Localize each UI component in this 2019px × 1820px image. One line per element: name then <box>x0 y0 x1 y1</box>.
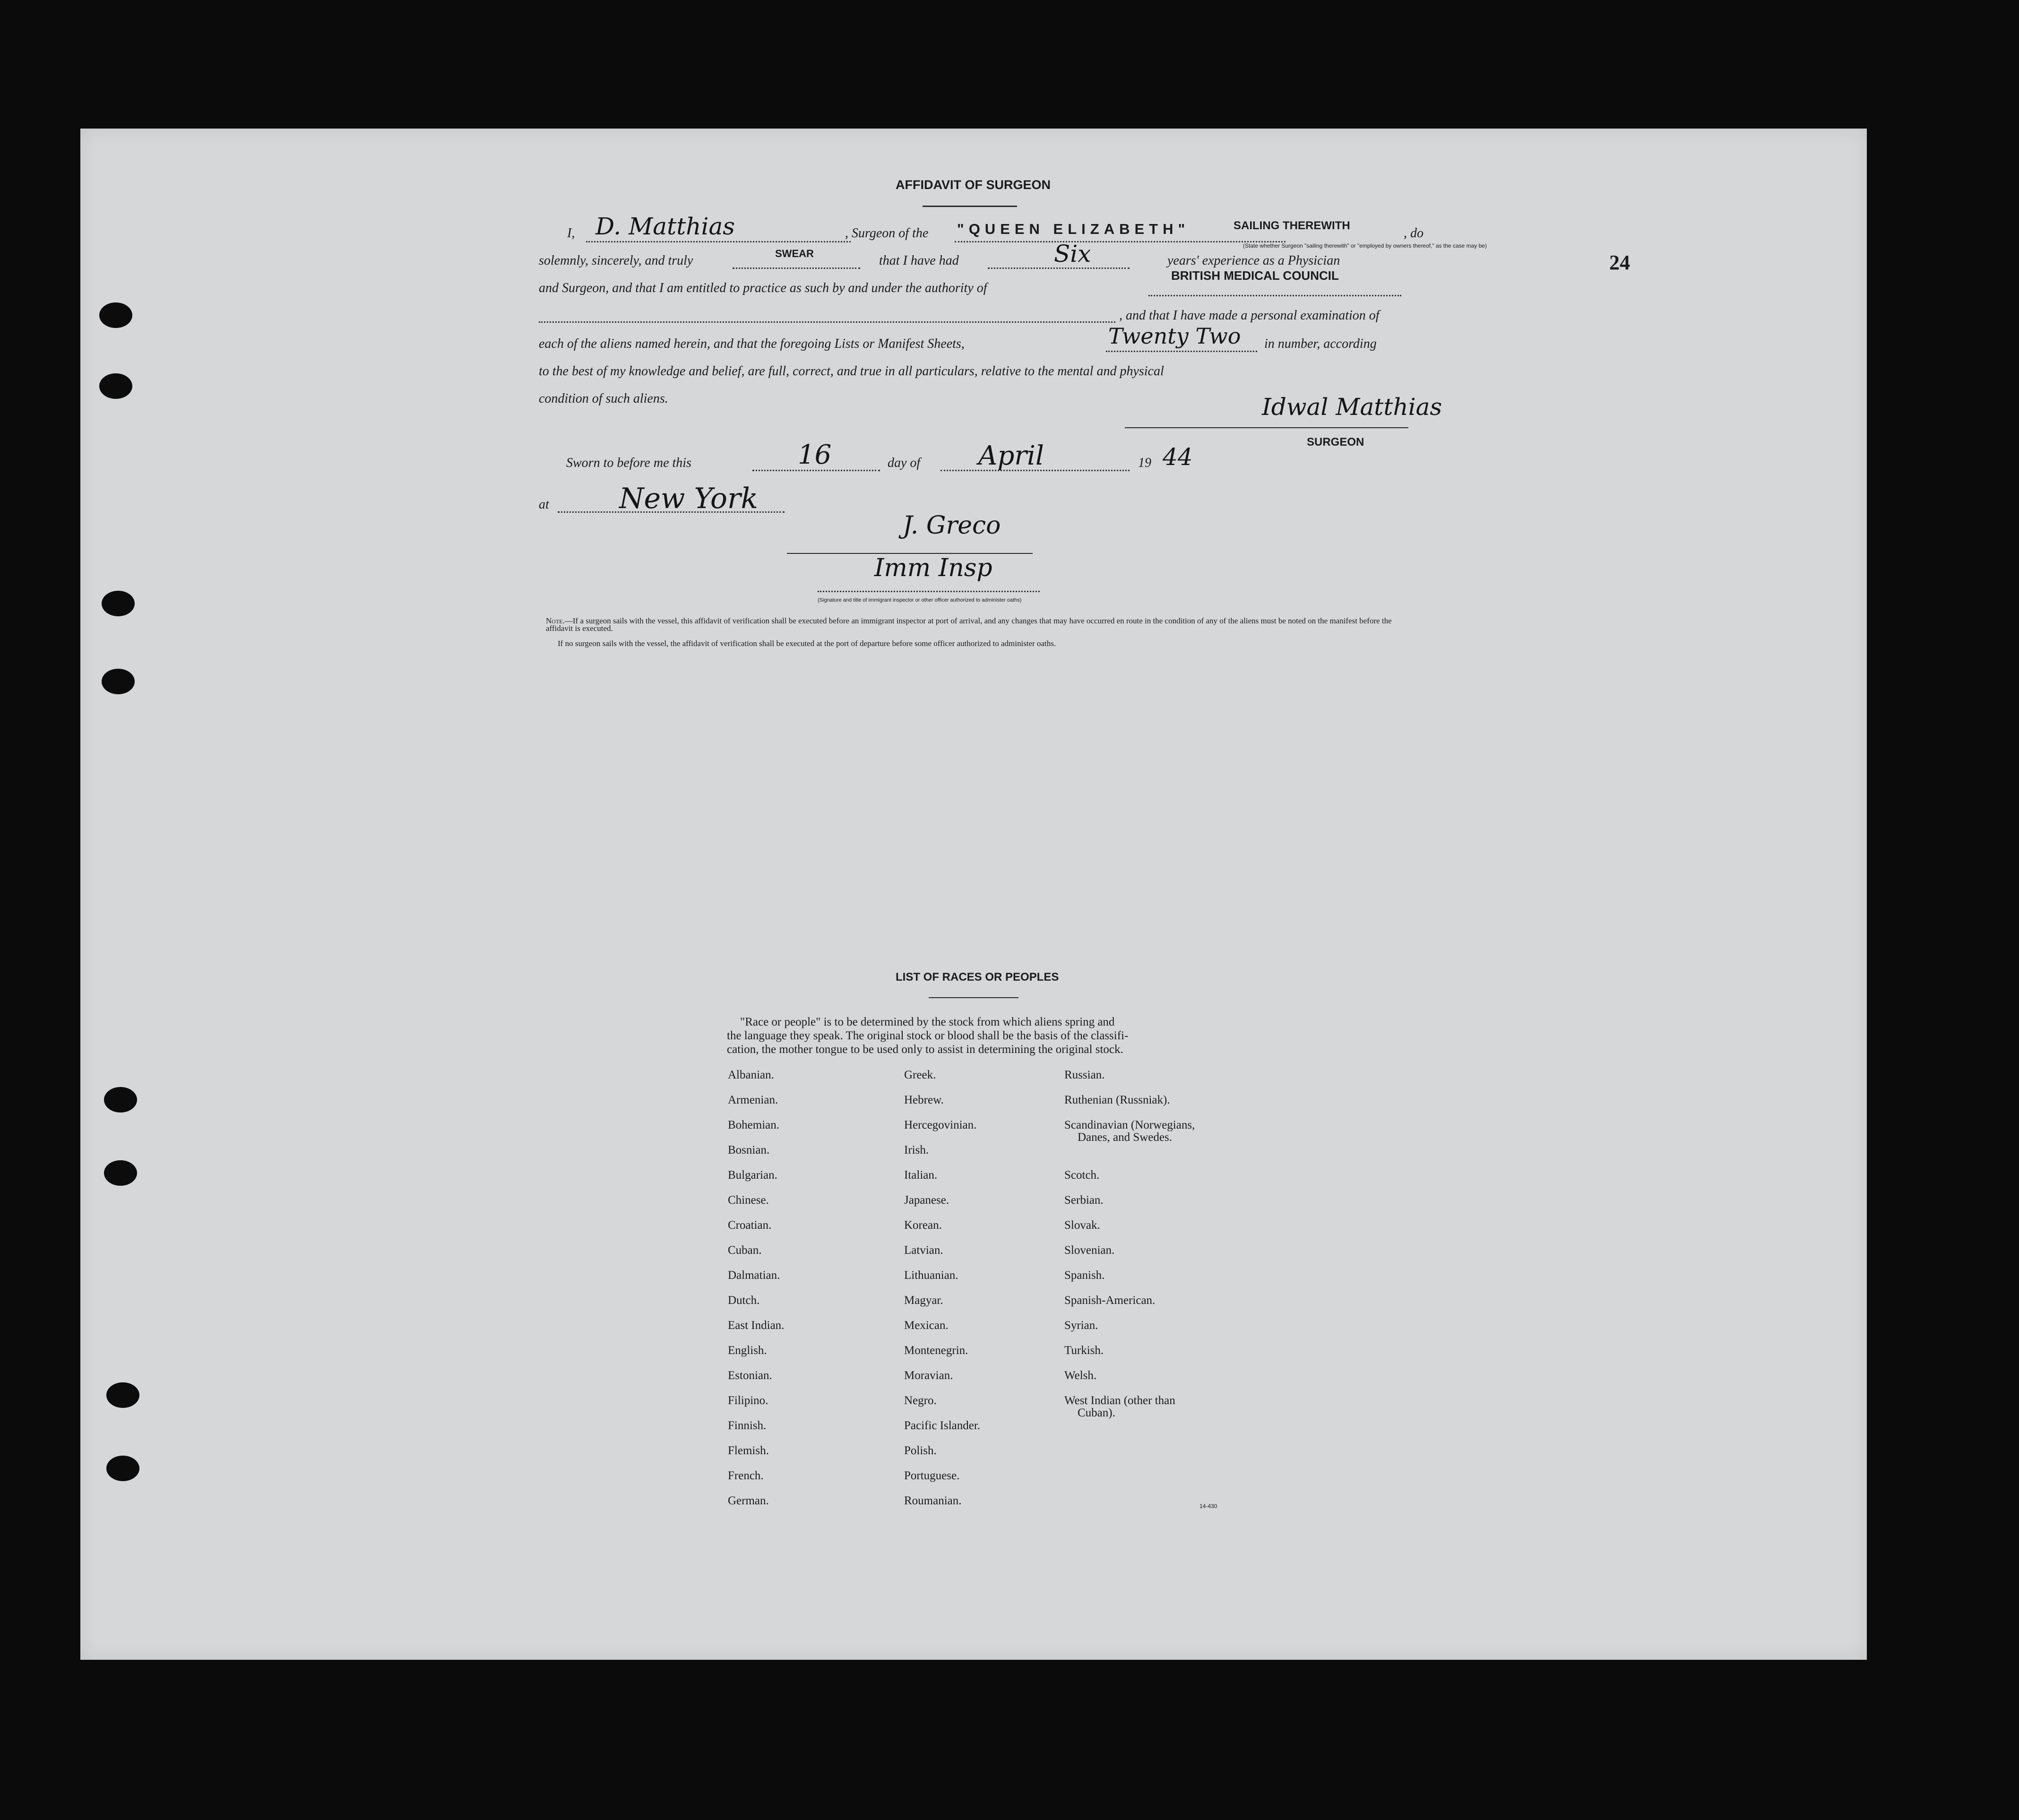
race-item: Scandinavian (Norwegians, <box>1064 1119 1195 1131</box>
sworn-prefix: Sworn to before me this <box>566 456 691 470</box>
sailing-status: SAILING THEREWITH <box>1234 219 1350 232</box>
races-column-2 <box>904 1069 980 1520</box>
line4: , and that I have made a personal examination of <box>1119 308 1380 323</box>
race-item: Japanese. <box>904 1194 949 1207</box>
ship-name: "QUEEN ELIZABETH" <box>957 221 1190 237</box>
manifest-page <box>80 129 1867 1660</box>
race-item: Lithuanian. <box>904 1269 958 1282</box>
line2-end: years' experience as a Physician <box>1167 253 1340 268</box>
at-label: at <box>539 497 549 512</box>
race-item: Hercegovinian. <box>904 1119 977 1131</box>
races-title: LIST OF RACES OR PEOPLES <box>896 971 1059 983</box>
race-item: Spanish-American. <box>1064 1294 1156 1307</box>
race-item: Croatian. <box>728 1219 772 1232</box>
sheets-count: Twenty Two <box>1108 323 1241 349</box>
punch-hole <box>99 373 132 399</box>
punch-hole <box>104 1087 137 1113</box>
note-text-1: —If a surgeon sails with the vessel, this affidavit of verification shall be executed before an immigrant inspector at port of arrival, and any changes that may have occurred en route in the condition of any of the aliens must be noted on the manifest before the affidavit is executed. <box>546 616 1392 633</box>
punch-hole <box>106 1456 139 1481</box>
line3-prefix: and Surgeon, and that I am entitled to practice as such by and under the authority of <box>539 281 987 295</box>
race-item-continued: Cuban). <box>1078 1406 1115 1419</box>
race-item: Welsh. <box>1064 1369 1097 1382</box>
line7: condition of such aliens. <box>539 391 668 406</box>
authority-blank <box>1148 295 1401 296</box>
line1-end: , do <box>1404 226 1424 241</box>
inspector-signature: J. Greco <box>903 511 1001 540</box>
place: New York <box>619 482 758 515</box>
sheets-blank <box>1106 351 1257 352</box>
race-item: Dutch. <box>728 1294 760 1307</box>
note-label: Note. <box>546 616 565 625</box>
races-intro-line-1: "Race or people" is to be determined by the stock from which aliens spring and <box>740 1016 1115 1028</box>
races-intro-line-2: the language they speak. The original stock or blood shall be the basis of the classifi- <box>727 1029 1129 1042</box>
race-item: Mexican. <box>904 1319 949 1332</box>
race-item: Dalmatian. <box>728 1269 780 1282</box>
race-item: West Indian (other than <box>1064 1394 1175 1407</box>
inspector-title: Imm Insp <box>874 554 992 582</box>
punch-hole <box>106 1382 139 1408</box>
race-item: Bosnian. <box>728 1144 770 1156</box>
authority: BRITISH MEDICAL COUNCIL <box>1171 268 1339 283</box>
race-item: Russian. <box>1064 1069 1105 1081</box>
race-item: Albanian. <box>728 1069 774 1081</box>
line2-middle: that I have had <box>879 253 959 268</box>
race-item: Ruthenian (Russniak). <box>1064 1094 1170 1106</box>
sailing-note: (State whether Surgeon "sailing therewith" or "employed by owners thereof," as the case may be) <box>1243 242 1487 249</box>
race-item: Finnish. <box>728 1419 767 1432</box>
signature-caption: (Signature and title of immigrant inspector or other officer authorized to administer oaths) <box>818 597 1022 603</box>
races-intro <box>727 1015 1128 1056</box>
sworn-month: April <box>978 440 1044 471</box>
page-number: 24 <box>1609 251 1630 274</box>
race-item: Montenegrin. <box>904 1344 968 1357</box>
races-intro-line-3: cation, the mother tongue to be used only to assist in determining the original stock. <box>727 1043 1123 1056</box>
race-item: Latvian. <box>904 1244 943 1257</box>
surgeon-of-the: , Surgeon of the <box>845 226 929 241</box>
race-item: Hebrew. <box>904 1094 944 1106</box>
race-item: Italian. <box>904 1169 938 1182</box>
surgeon-label: SURGEON <box>1307 436 1364 449</box>
authority-blank-2 <box>539 321 1115 323</box>
race-item: Filipino. <box>728 1394 768 1407</box>
race-item: Roumanian. <box>904 1494 962 1507</box>
race-item: Magyar. <box>904 1294 943 1307</box>
race-item: French. <box>728 1469 764 1482</box>
race-item: Spanish. <box>1064 1269 1105 1282</box>
race-item-continued: Danes, and Swedes. <box>1078 1131 1172 1144</box>
race-item-multiline <box>1064 1395 1195 1420</box>
race-item: Greek. <box>904 1069 936 1081</box>
race-item: Cuban. <box>728 1244 762 1257</box>
punch-hole <box>104 1160 137 1186</box>
race-item: Irish. <box>904 1144 929 1156</box>
race-item: Syrian. <box>1064 1319 1098 1332</box>
race-item: English. <box>728 1344 767 1357</box>
race-item: Serbian. <box>1064 1194 1104 1207</box>
race-item-multiline <box>1064 1119 1195 1169</box>
race-item: Slovenian. <box>1064 1244 1115 1257</box>
race-item: Chinese. <box>728 1194 769 1207</box>
race-item: Slovak. <box>1064 1219 1100 1232</box>
race-item: Bulgarian. <box>728 1169 777 1182</box>
races-column-1 <box>728 1069 784 1520</box>
note-text-2: If no surgeon sails with the vessel, the affidavit of verification shall be executed at the port of departure before some officer authorized to administer oaths. <box>558 639 1056 648</box>
race-item: Armenian. <box>728 1094 778 1106</box>
sworn-day: 16 <box>798 440 832 470</box>
race-item: Scotch. <box>1064 1169 1100 1182</box>
race-item: East Indian. <box>728 1319 785 1332</box>
year-prefix: 19 <box>1138 456 1151 470</box>
race-item: Portuguese. <box>904 1469 960 1482</box>
name-blank <box>586 241 851 242</box>
years-blank <box>988 267 1130 269</box>
ship-blank <box>955 241 1286 242</box>
race-item: Bohemian. <box>728 1119 780 1131</box>
punch-hole <box>99 302 132 328</box>
race-item: Turkish. <box>1064 1344 1104 1357</box>
race-item: Pacific Islander. <box>904 1419 981 1432</box>
year-suffix: 44 <box>1163 443 1193 471</box>
race-item: Negro. <box>904 1394 937 1407</box>
line2-prefix: solemnly, sincerely, and truly <box>539 253 693 268</box>
note <box>546 617 1411 632</box>
oath-blank <box>733 267 860 269</box>
line5-prefix: each of the aliens named herein, and that the foregoing Lists or Manifest Sheets, <box>539 336 965 351</box>
race-item: Moravian. <box>904 1369 953 1382</box>
day-of: day of <box>888 456 921 470</box>
races-column-3 <box>1064 1069 1195 1420</box>
oath-word: SWEAR <box>775 248 814 259</box>
race-item: Flemish. <box>728 1444 769 1457</box>
title-rule <box>923 206 1017 207</box>
form-number: 14-430 <box>1199 1503 1217 1509</box>
races-title-rule <box>929 997 1018 998</box>
inspector-blank <box>818 591 1040 592</box>
surgeon-name: D. Matthias <box>595 213 735 240</box>
surgeon-signature-line <box>1125 427 1408 428</box>
affidavit-title: AFFIDAVIT OF SURGEON <box>896 178 1051 192</box>
line1-prefix: I, <box>567 226 575 241</box>
race-item: Korean. <box>904 1219 942 1232</box>
surgeon-signature: Idwal Matthias <box>1262 393 1442 421</box>
line6: to the best of my knowledge and belief, are full, correct, and true in all particulars, relative to the mental and physical <box>539 364 1164 379</box>
years-value: Six <box>1054 240 1091 267</box>
race-item: Polish. <box>904 1444 937 1457</box>
punch-hole <box>102 591 135 616</box>
race-item: German. <box>728 1494 769 1507</box>
punch-hole <box>102 669 135 694</box>
line5-end: in number, according <box>1264 336 1377 351</box>
race-item: Estonian. <box>728 1369 772 1382</box>
